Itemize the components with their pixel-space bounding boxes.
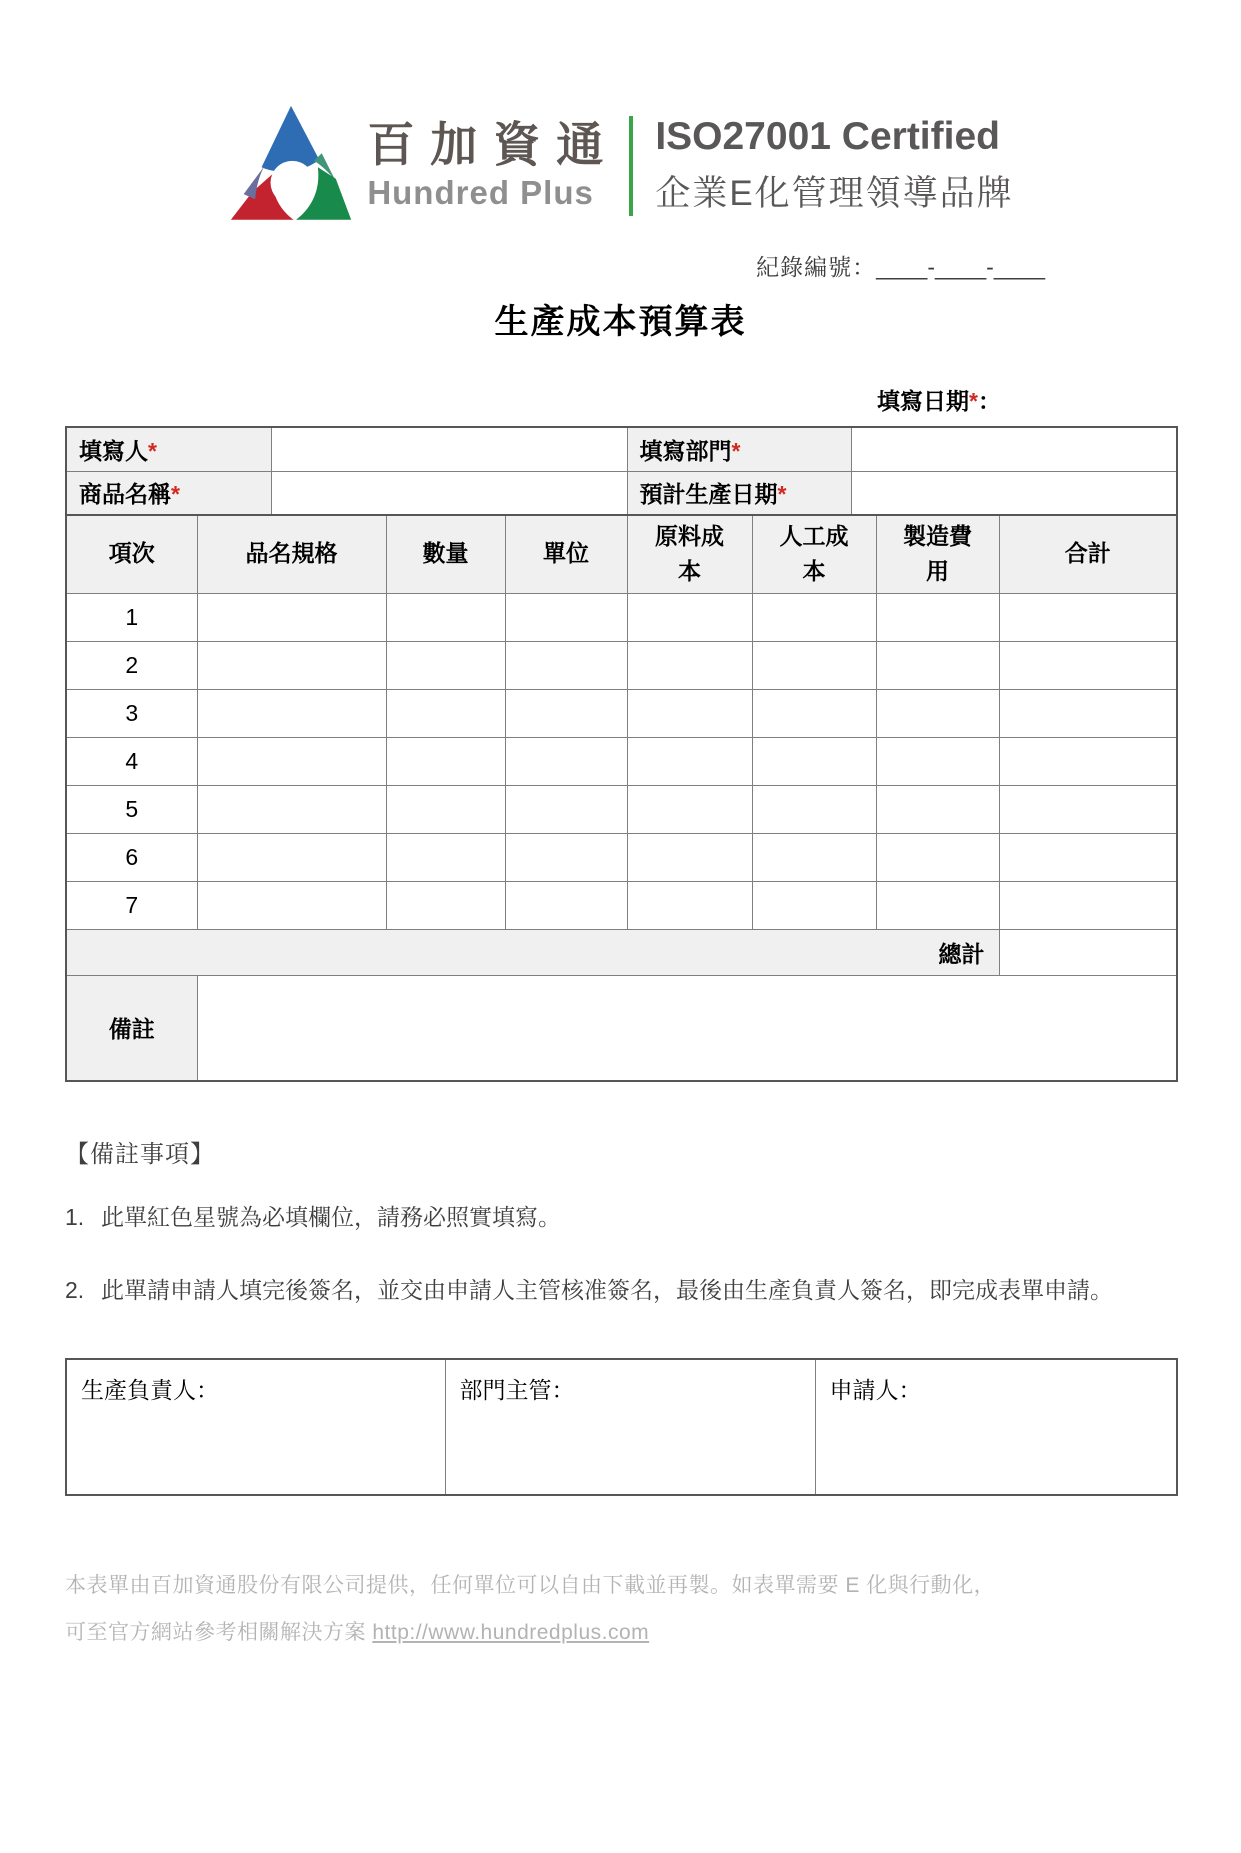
hundred-plus-logo-icon bbox=[227, 102, 355, 230]
brand-slogan-block bbox=[655, 115, 1013, 216]
header-labor-cost bbox=[752, 515, 876, 593]
dept-label-cell bbox=[627, 427, 851, 471]
writer-label-cell bbox=[66, 427, 271, 471]
empty-cell bbox=[876, 833, 999, 881]
product-value-cell bbox=[271, 471, 627, 515]
empty-cell bbox=[505, 881, 627, 929]
empty-cell bbox=[386, 881, 505, 929]
plan-date-value-cell bbox=[851, 471, 1177, 515]
item-no-cell: 5 bbox=[66, 785, 197, 833]
empty-cell bbox=[752, 689, 876, 737]
fill-date-line bbox=[0, 383, 1241, 416]
empty-cell bbox=[999, 689, 1177, 737]
signature-row bbox=[66, 1359, 1177, 1495]
header-mfg-cost-text: 製造費用 bbox=[903, 522, 972, 585]
table-row bbox=[66, 785, 1177, 833]
empty-cell bbox=[197, 737, 386, 785]
remarks-row bbox=[66, 975, 1177, 1081]
record-number-line bbox=[0, 249, 1241, 282]
empty-cell bbox=[999, 785, 1177, 833]
item-no-cell: 2 bbox=[66, 641, 197, 689]
table-row bbox=[66, 427, 1177, 471]
table-row bbox=[66, 881, 1177, 929]
logo-english-name: Hundred Plus bbox=[367, 174, 594, 212]
dept-label: 填寫部門 bbox=[639, 437, 732, 464]
record-number-blanks: ____-____-____ bbox=[876, 254, 1045, 280]
header-total: 合計 bbox=[999, 515, 1177, 593]
item-no-cell: 6 bbox=[66, 833, 197, 881]
empty-cell bbox=[197, 833, 386, 881]
table-row bbox=[66, 689, 1177, 737]
empty-cell bbox=[999, 833, 1177, 881]
empty-cell bbox=[505, 737, 627, 785]
table-row bbox=[66, 471, 1177, 515]
empty-cell bbox=[505, 593, 627, 641]
note-number: 1. bbox=[65, 1204, 85, 1230]
empty-cell bbox=[876, 593, 999, 641]
table-row bbox=[66, 737, 1177, 785]
remarks-value-cell bbox=[197, 975, 1177, 1081]
empty-cell bbox=[876, 881, 999, 929]
empty-cell bbox=[505, 785, 627, 833]
fill-date-label: 填寫日期 bbox=[877, 388, 970, 414]
empty-cell bbox=[627, 833, 752, 881]
empty-cell bbox=[999, 737, 1177, 785]
brand-divider bbox=[629, 116, 633, 216]
page-title: 生產成本預算表 bbox=[494, 303, 747, 341]
list-item bbox=[65, 1266, 1176, 1315]
empty-cell bbox=[386, 785, 505, 833]
brand-slogan-text: 企業E化管理領導品牌 bbox=[655, 173, 1014, 213]
applicant-signature-cell: 申請人： bbox=[815, 1359, 1177, 1495]
logo-chinese-name: 百加資通 bbox=[367, 117, 620, 171]
remarks-label-cell: 備註 bbox=[66, 975, 197, 1081]
header-qty: 數量 bbox=[386, 515, 505, 593]
item-no-cell: 7 bbox=[66, 881, 197, 929]
product-label: 商品名稱 bbox=[79, 481, 171, 508]
header-spec: 品名規格 bbox=[197, 515, 386, 593]
required-asterisk: * bbox=[148, 437, 157, 464]
manager-signature-cell: 部門主管： bbox=[445, 1359, 815, 1495]
item-no-cell: 4 bbox=[66, 737, 197, 785]
empty-cell bbox=[197, 593, 386, 641]
empty-cell bbox=[999, 641, 1177, 689]
empty-cell bbox=[386, 593, 505, 641]
website-link[interactable]: http://www.hundredplus.com bbox=[372, 1621, 650, 1645]
empty-cell bbox=[876, 737, 999, 785]
empty-cell bbox=[627, 593, 752, 641]
header-item-no: 項次 bbox=[66, 515, 197, 593]
empty-cell bbox=[627, 881, 752, 929]
header-material-cost bbox=[627, 515, 752, 593]
dept-value-cell bbox=[851, 427, 1177, 471]
empty-cell bbox=[627, 785, 752, 833]
note-text: 此單紅色星號為必填欄位，請務必照實填寫。 bbox=[101, 1204, 561, 1230]
empty-cell bbox=[999, 881, 1177, 929]
logo-text-block bbox=[367, 119, 619, 213]
item-no-cell: 1 bbox=[66, 593, 197, 641]
fill-date-colon: ： bbox=[978, 388, 1001, 414]
plan-date-label-cell bbox=[627, 471, 851, 515]
footer-line-1: 本表單由百加資通股份有限公司提供，任何單位可以自由下載並再製。如表單需要 E 化與行動化， bbox=[65, 1573, 996, 1597]
empty-cell bbox=[752, 785, 876, 833]
required-asterisk: * bbox=[171, 481, 180, 508]
empty-cell bbox=[876, 641, 999, 689]
record-number-label: 紀錄編號： bbox=[756, 254, 877, 280]
total-label-cell: 總計 bbox=[66, 929, 999, 975]
header-mfg-cost bbox=[876, 515, 999, 593]
empty-cell bbox=[505, 689, 627, 737]
signature-table bbox=[65, 1358, 1178, 1496]
notes-section bbox=[65, 1134, 1176, 1316]
empty-cell bbox=[505, 833, 627, 881]
cost-table bbox=[65, 514, 1178, 1082]
empty-cell bbox=[752, 641, 876, 689]
writer-value-cell bbox=[271, 427, 627, 471]
product-label-cell bbox=[66, 471, 271, 515]
empty-cell bbox=[876, 689, 999, 737]
empty-cell bbox=[752, 881, 876, 929]
empty-cell bbox=[386, 641, 505, 689]
table-row bbox=[66, 641, 1177, 689]
header-labor-cost-text: 人工成本 bbox=[779, 522, 849, 585]
empty-cell bbox=[386, 833, 505, 881]
empty-cell bbox=[876, 785, 999, 833]
required-asterisk: * bbox=[731, 437, 741, 464]
empty-cell bbox=[752, 833, 876, 881]
table-row bbox=[66, 833, 1177, 881]
required-asterisk: * bbox=[777, 481, 787, 508]
empty-cell bbox=[752, 737, 876, 785]
list-item bbox=[65, 1193, 1176, 1242]
note-text: 此單請申請人填完後簽名，並交由申請人主管核准簽名，最後由生產負責人簽名，即完成表單申請。 bbox=[101, 1277, 1113, 1304]
cost-table-header-row bbox=[66, 515, 1177, 593]
empty-cell bbox=[386, 737, 505, 785]
empty-cell bbox=[627, 641, 752, 689]
empty-cell bbox=[197, 881, 386, 929]
note-number: 2. bbox=[65, 1277, 85, 1304]
writer-label: 填寫人 bbox=[79, 437, 148, 464]
empty-cell bbox=[627, 689, 752, 737]
empty-cell bbox=[197, 689, 386, 737]
item-no-cell: 3 bbox=[66, 689, 197, 737]
empty-cell bbox=[197, 641, 386, 689]
total-row bbox=[66, 929, 1177, 975]
iso-certified-text: ISO27001 Certified bbox=[655, 115, 1000, 159]
empty-cell bbox=[752, 593, 876, 641]
footer-line-2 bbox=[65, 1609, 1176, 1656]
brand-header bbox=[0, 98, 1241, 233]
producer-signature-cell: 生產負責人： bbox=[66, 1359, 445, 1495]
header-material-cost-text: 原料成本 bbox=[655, 522, 724, 585]
footer-line-2-text: 可至官方網站參考相關解決方案 bbox=[65, 1621, 373, 1645]
empty-cell bbox=[386, 689, 505, 737]
info-table bbox=[65, 426, 1178, 516]
required-asterisk: * bbox=[969, 388, 978, 414]
header-unit: 單位 bbox=[505, 515, 627, 593]
empty-cell bbox=[505, 641, 627, 689]
plan-date-label: 預計生產日期 bbox=[639, 481, 778, 508]
empty-cell bbox=[999, 593, 1177, 641]
table-row bbox=[66, 593, 1177, 641]
empty-cell bbox=[197, 785, 386, 833]
notes-heading: 【備註事項】 bbox=[65, 1141, 215, 1168]
empty-cell bbox=[627, 737, 752, 785]
page-footer bbox=[65, 1562, 1176, 1657]
total-value-cell bbox=[999, 929, 1177, 975]
